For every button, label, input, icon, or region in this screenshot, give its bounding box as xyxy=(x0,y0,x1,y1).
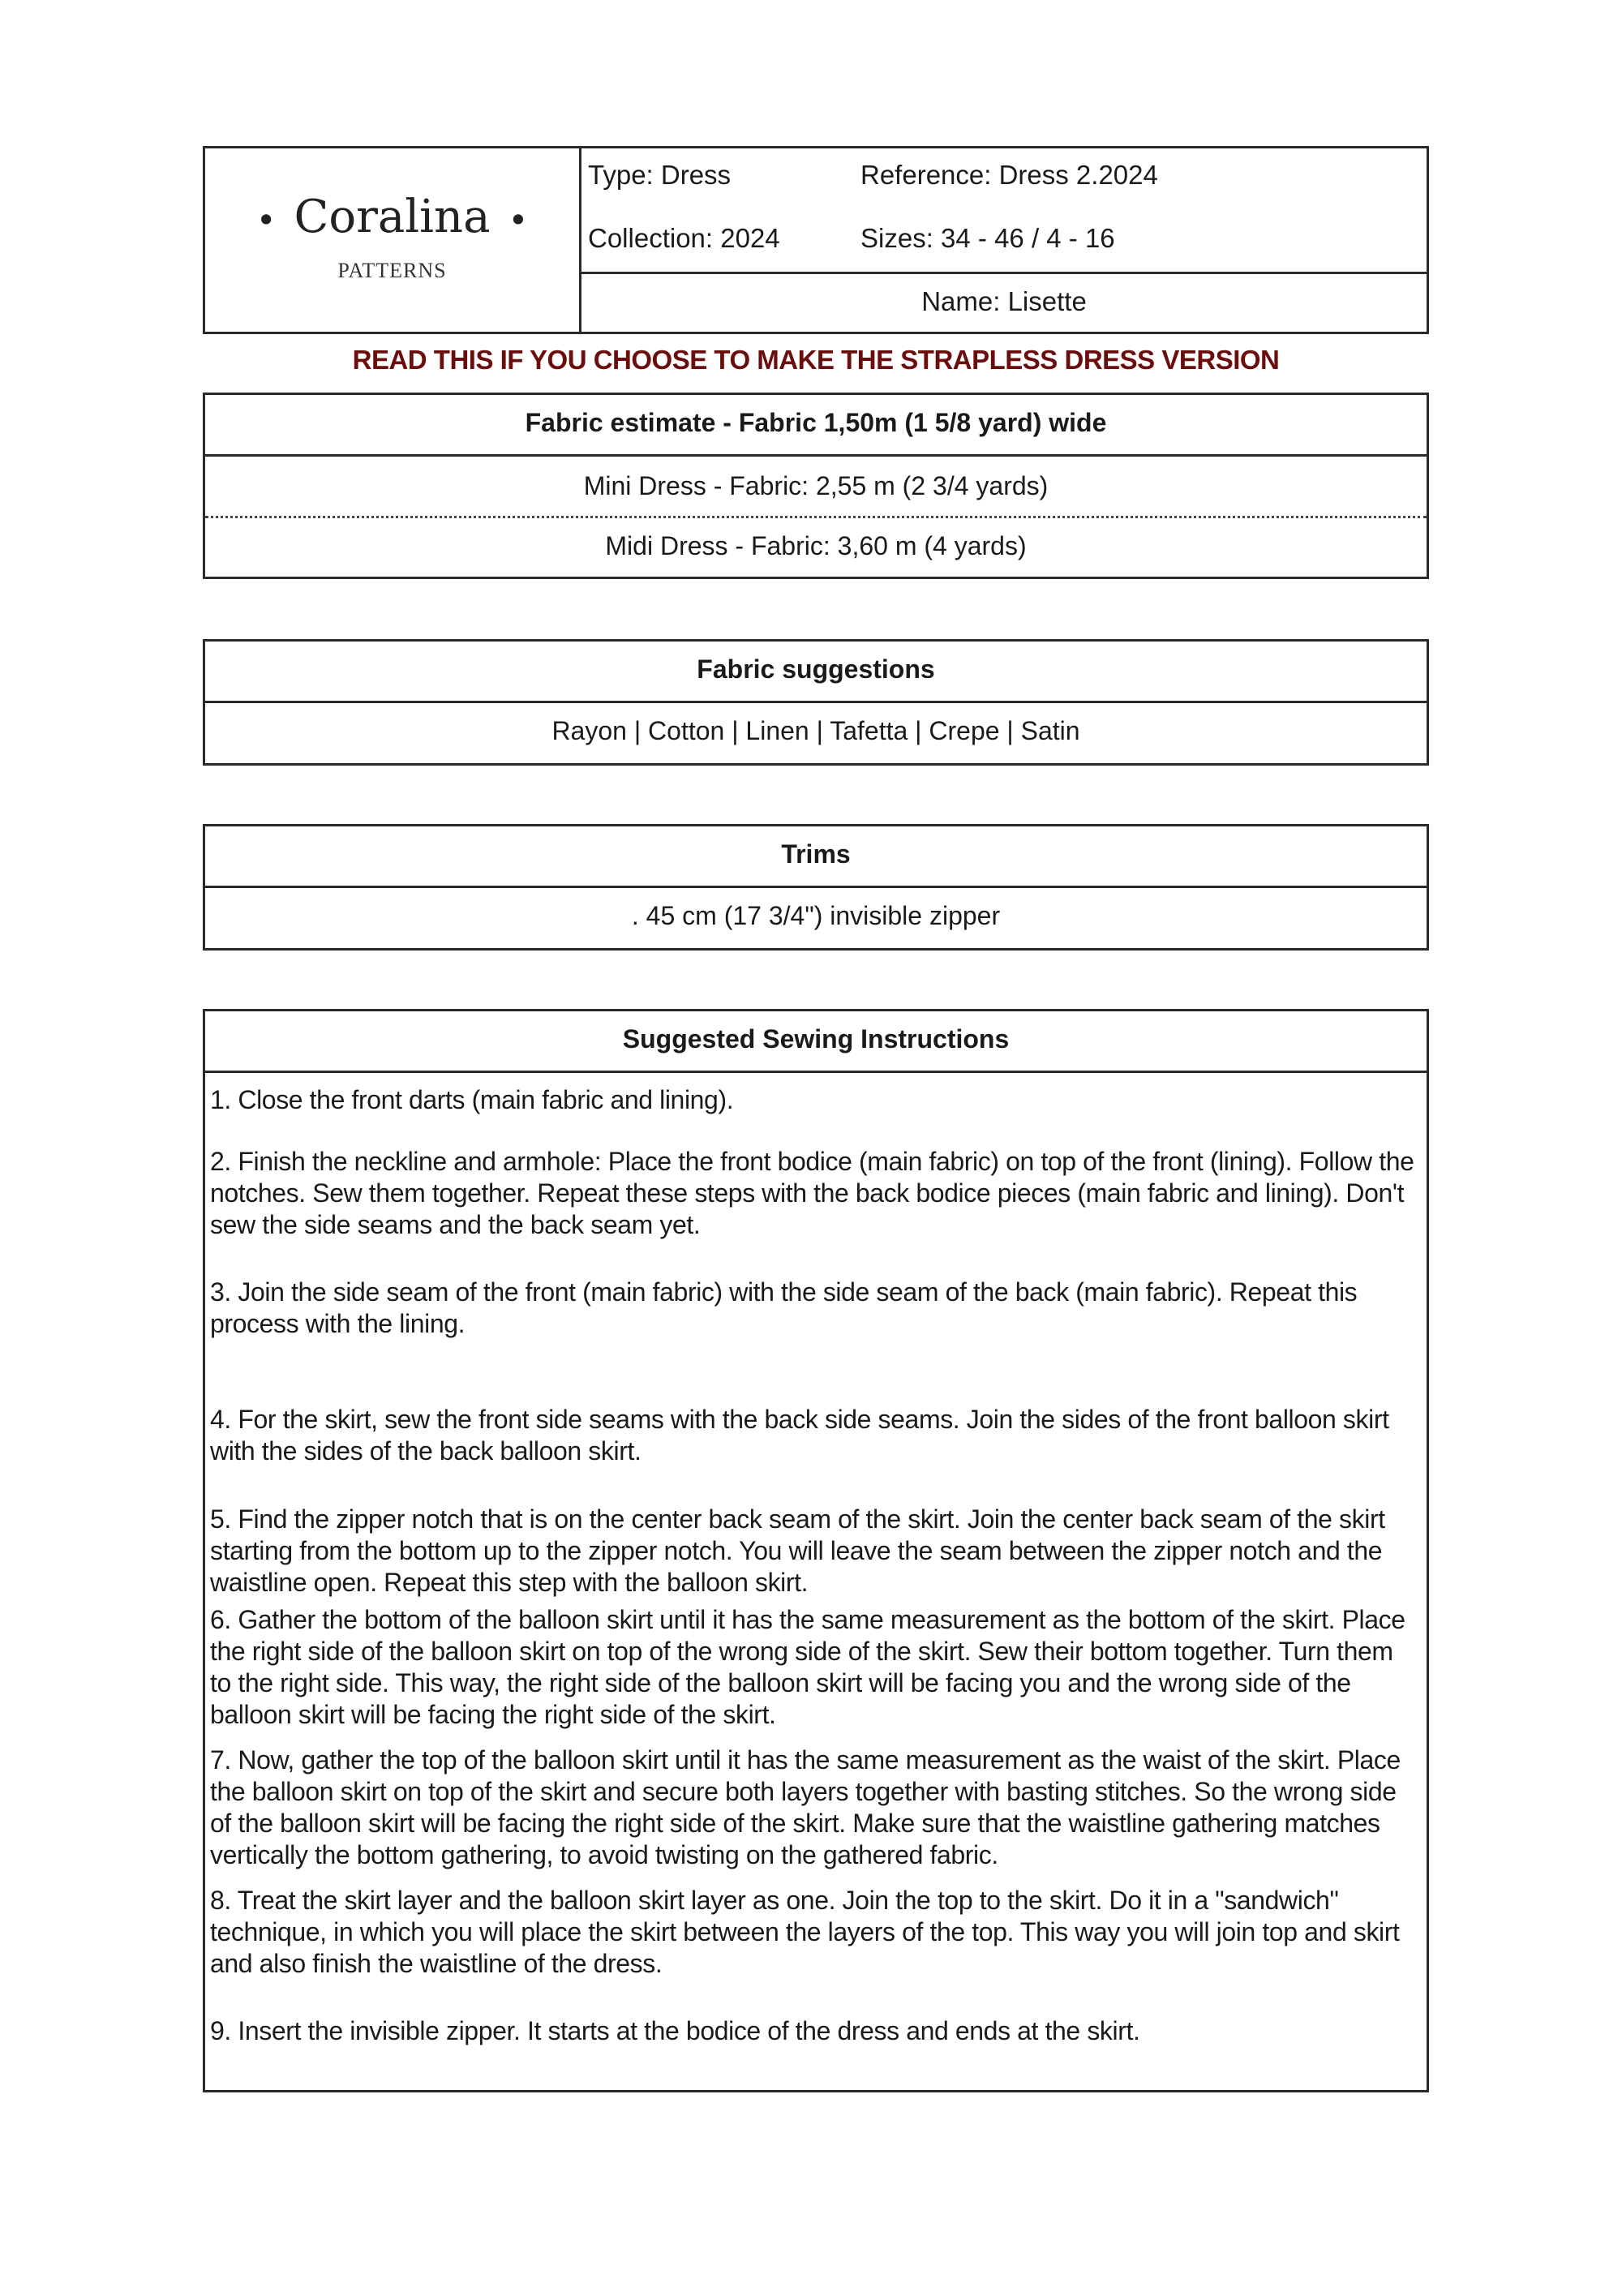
brand-logo xyxy=(205,148,581,332)
instruction-step: 9. Insert the invisible zipper. It starts at the bodice of the dress and ends at the skirt. xyxy=(210,2016,1140,2045)
pattern-header xyxy=(203,146,1429,334)
sizes-field: Sizes: 34 - 46 / 4 - 16 xyxy=(860,223,1115,253)
mini-dress-fabric: Mini Dress - Fabric: 2,55 m (2 3/4 yards) xyxy=(583,471,1049,500)
divider xyxy=(205,886,1427,888)
brand-name xyxy=(205,191,579,243)
instruction-step: 3. Join the side seam of the front (main fabric) with the side seam of the back (main fabric). Repeat this process with the lining. xyxy=(210,1277,1358,1338)
brand-wordmark: Coralina xyxy=(294,191,491,243)
sewing-instructions-title: Suggested Sewing Instructions xyxy=(622,1024,1010,1054)
instruction-step: 5. Find the zipper notch that is on the center back seam of the skirt. Join the center back seam of the skirt starting from the bottom up to the zipper notch. You will leave the seam between the zipper notch and the waistline open. Repeat this step with the balloon skirt. xyxy=(210,1504,1385,1597)
instruction-step: 2. Finish the neckline and armhole: Place the front bodice (main fabric) on top of the front (lining). Follow the notches. Sew them together. Repeat these steps with the back bodice pieces (main fabric and lining). Don't sew the side seams and the back seam yet. xyxy=(210,1147,1414,1239)
divider xyxy=(205,1071,1427,1073)
strapless-warning: READ THIS IF YOU CHOOSE TO MAKE THE STRAPLESS DRESS VERSION xyxy=(352,345,1280,375)
instruction-step: 6. Gather the bottom of the balloon skirt until it has the same measurement as the bottom of the skirt. Place the right side of the balloon skirt on top of the wrong side of the skirt. Sew their bottom together. Turn them to the right side. This way, the right side of the balloon skirt will be facing you and the wrong side of the balloon skirt will be facing the right side of the skirt. xyxy=(210,1605,1405,1729)
header-info-row xyxy=(581,148,1427,274)
header-name-row xyxy=(581,272,1427,332)
fabric-estimate-table xyxy=(203,393,1429,579)
trims-table xyxy=(203,824,1429,951)
brand-dot-left: • xyxy=(255,200,277,240)
name-field: Name: Lisette xyxy=(921,286,1087,316)
fabric-estimate-title: Fabric estimate - Fabric 1,50m (1 5/8 yard) wide xyxy=(525,408,1107,437)
instruction-step: 8. Treat the skirt layer and the balloon skirt layer as one. Join the top to the skirt. Do it in a "sandwich" technique, in which you will place the skirt between the layers of the top. This way you will join top and skirt and also finish the waistline of the dress. xyxy=(210,1886,1400,1978)
brand-dot-right: • xyxy=(508,200,529,240)
dotted-divider xyxy=(205,516,1427,518)
divider xyxy=(205,454,1427,457)
sewing-instructions-table xyxy=(203,1009,1429,2092)
instruction-step: 7. Now, gather the top of the balloon skirt until it has the same measurement as the waist of the skirt. Place the balloon skirt on top of the skirt and secure both layers together with basting stitches. So the wrong side of the balloon skirt will be facing the right side of the skirt. Make sure that the waistline gathering matches vertically the bottom gathering, to avoid twisting on the gathered fabric. xyxy=(210,1745,1401,1869)
reference-field: Reference: Dress 2.2024 xyxy=(860,160,1158,190)
fabric-suggestions-title: Fabric suggestions xyxy=(697,654,935,684)
instruction-step: 1. Close the front darts (main fabric and lining). xyxy=(210,1085,734,1114)
instruction-steps xyxy=(210,1084,1420,2047)
type-field: Type: Dress xyxy=(588,160,732,190)
trims-item: . 45 cm (17 3/4") invisible zipper xyxy=(631,901,1001,930)
brand-subtitle: PATTERNS xyxy=(337,259,447,282)
fabric-suggestions-list: Rayon | Cotton | Linen | Tafetta | Crepe | Satin xyxy=(551,716,1080,745)
divider xyxy=(205,701,1427,703)
collection-field: Collection: 2024 xyxy=(588,223,780,253)
midi-dress-fabric: Midi Dress - Fabric: 3,60 m (4 yards) xyxy=(605,531,1027,560)
trims-title: Trims xyxy=(781,839,851,869)
instruction-step: 4. For the skirt, sew the front side seams with the back side seams. Join the sides of the front balloon skirt with the sides of the back balloon skirt. xyxy=(210,1405,1389,1466)
fabric-suggestions-table xyxy=(203,639,1429,766)
